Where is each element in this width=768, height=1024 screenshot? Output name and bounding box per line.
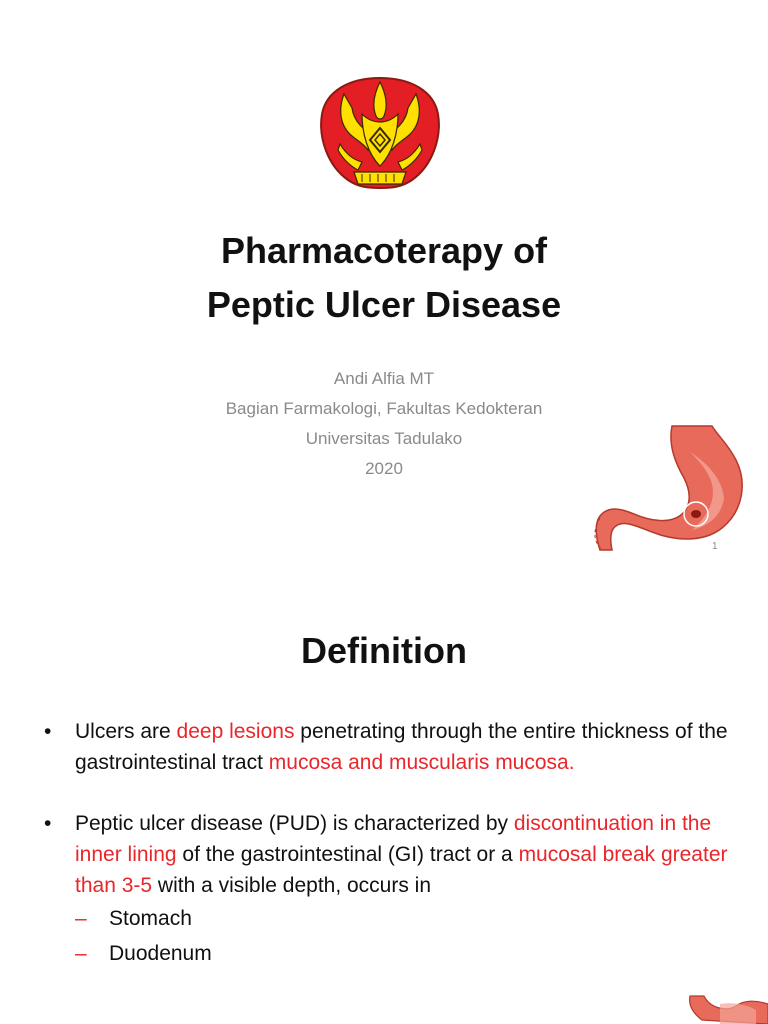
slide-title-text (0, 224, 768, 332)
bullet-item (44, 716, 744, 778)
bullet-item (44, 808, 744, 901)
department: Bagian Farmakologi, Fakultas Kedokteran (225, 399, 543, 418)
sub-item-duodenum (75, 936, 744, 971)
year: 2020 (365, 459, 403, 478)
highlight-text: discontinuation in the inner lining (75, 812, 712, 866)
highlight-text: mucosal break greater than 3-5 (75, 843, 728, 897)
dash-icon: – (75, 907, 87, 930)
university-emblem-icon (318, 74, 442, 190)
dash-icon: – (75, 942, 87, 965)
bullet-text: of the gastrointestinal (GI) tract or a (176, 843, 519, 866)
bullet-text: with a visible depth, occurs in (152, 874, 432, 897)
title-line-2: Peptic Ulcer Disease (206, 284, 562, 325)
stomach-illustration-icon (660, 994, 768, 1024)
slide-number: 1 (712, 541, 718, 552)
bullet-dot-icon: • (44, 812, 52, 835)
author-name: Andi Alfia MT (333, 369, 435, 388)
sub-item-label: Duodenum (109, 942, 212, 965)
bullet-text: Ulcers are (75, 720, 177, 743)
sub-item-label: Stomach (109, 907, 192, 930)
bullet-dot-icon: • (44, 720, 52, 743)
stomach-illustration-icon (572, 422, 768, 562)
sub-list (44, 901, 744, 971)
slide-heading: Definition (301, 630, 467, 671)
sub-item-stomach (75, 901, 744, 936)
bullet-text: penetrating through the entire thickness of the gastrointestinal tract (75, 720, 728, 774)
bullet-text: Peptic ulcer disease (PUD) is characterized by (75, 812, 514, 835)
bullet-list (44, 716, 744, 971)
highlight-text: mucosa and muscularis mucosa. (268, 751, 575, 774)
university: Universitas Tadulako (305, 429, 463, 448)
highlight-text: deep lesions (176, 720, 295, 743)
title-line-1: Pharmacoterapy of (220, 230, 548, 271)
